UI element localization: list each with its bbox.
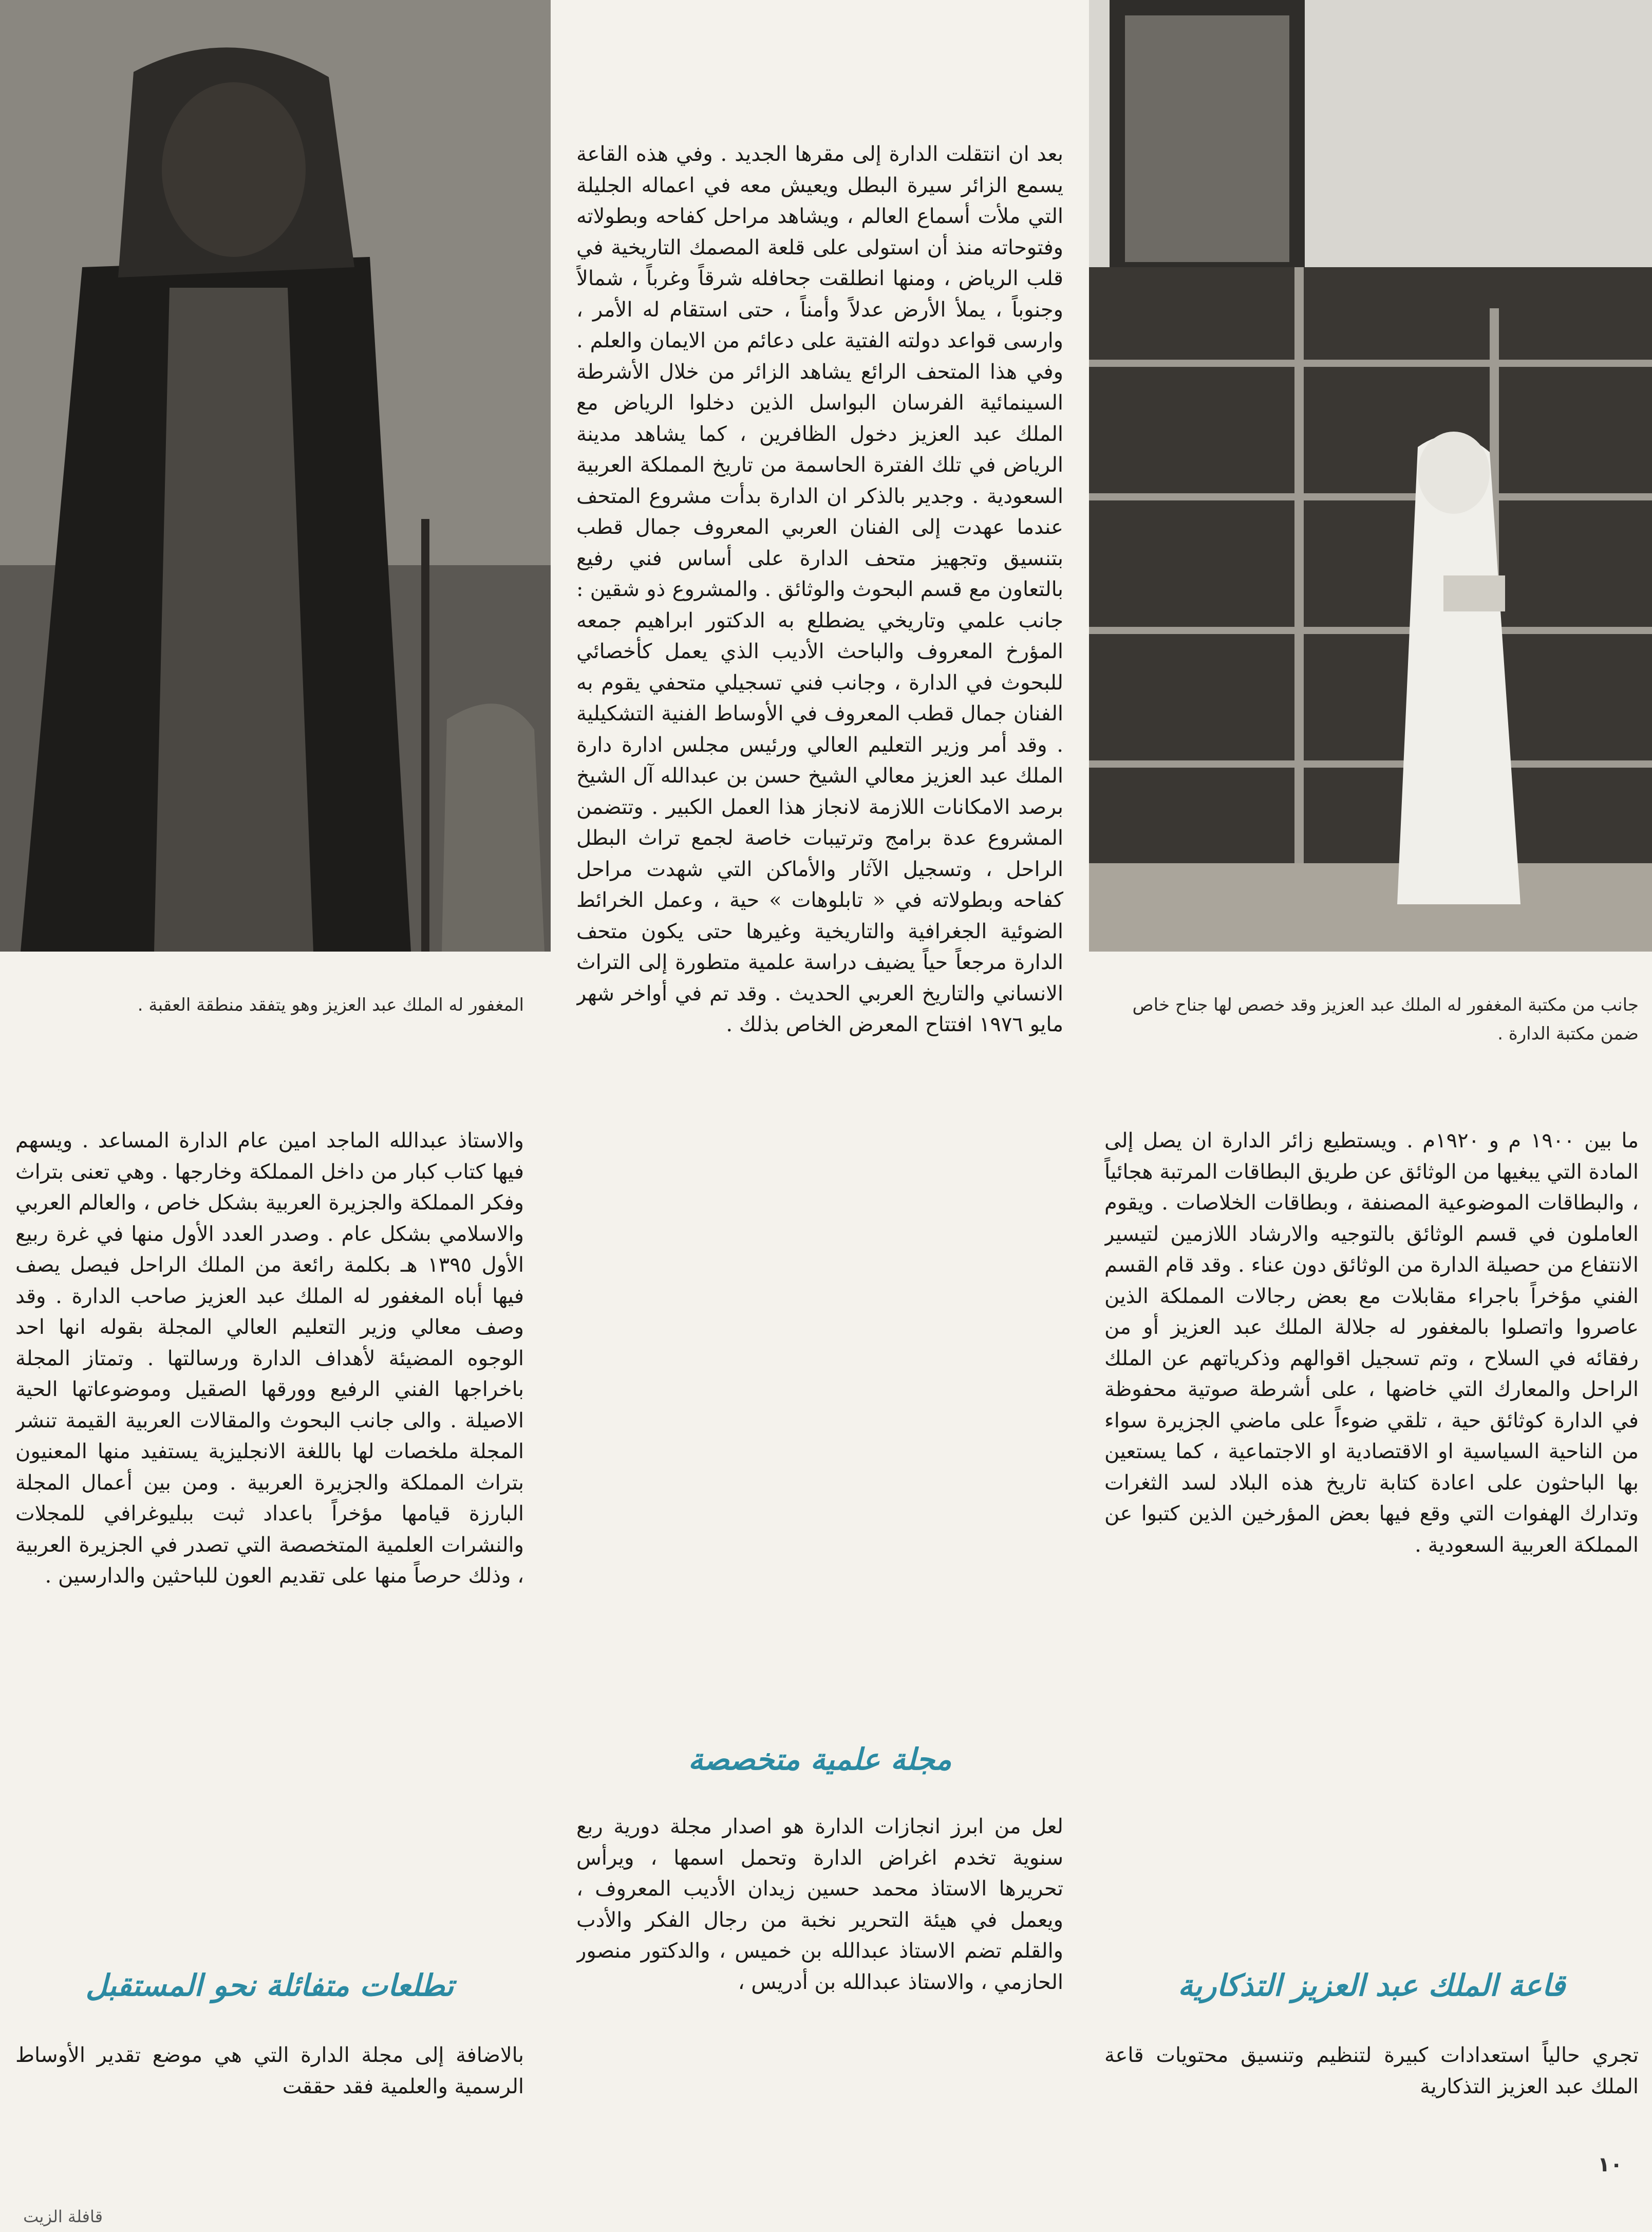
heading-future: تطلعات متفائلة نحو المستقبل: [85, 1968, 454, 2003]
photo-library: [1089, 0, 1652, 952]
caption-right-photo: جانب من مكتبة المغفور له الملك عبد العزيز وقد خصص لها جناح خاص ضمن مكتبة الدارة .: [1132, 995, 1639, 1044]
caption-left-photo: المغفور له الملك عبد العزيز وهو يتفقد منطقة العقبة .: [137, 995, 524, 1015]
article-column-right-lower: [1104, 1125, 1639, 1947]
paragraph-hall: تجري حالياً استعدادات كبيرة لتنظيم وتنسيق محتويات قاعة الملك عبد العزيز التذكارية: [1104, 2043, 1639, 2098]
article-column-left-bottom: [15, 2040, 524, 2107]
page-number: ١٠: [1598, 2153, 1623, 2177]
paragraph-future: بالاضافة إلى مجلة الدارة التي هي موضع تقدير الأوساط الرسمية والعلمية فقد حققت: [15, 2043, 524, 2098]
heading-memorial-hall: قاعة الملك عبد العزيز التذكارية: [1178, 1968, 1565, 2003]
portrait-illustration: [0, 0, 551, 952]
heading-magazine: مجلة علمية متخصصة: [688, 1742, 952, 1777]
article-column-middle-top: [576, 139, 1063, 1721]
paragraph-documents: ما بين ١٩٠٠ م و ١٩٢٠م . ويستطيع زائر الدارة ان يصل إلى المادة التي يبغيها من الوثائق عن طريق البطاقات المرتبة هجائياً ، والبطاقات الموضوعية المصنفة ، وبطاقات الخلاصات . ويقوم العاملون في قسم الوثائق بالتوجيه والارشاد اللازمين لتيسير الانتفاع من حصيلة الدارة من الوثائق دون عناء . وقد قام القسم الفني مؤخراً باجراء مقابلات مع بعض رجالات المملكة الذين عاصروا واتصلوا بالمغفور له جلالة الملك عبد العزيز أو من رفقائه في السلاح ، وتم تسجيل اقوالهم وذكرياتهم عن الملك الراحل والمعارك التي خاضها ، على أشرطة صوتية محفوظة في الدارة كوثائق حية ، تلقي ضوءاً على ماضي الجزيرة سواء من الناحية السياسية او الاقتصادية او الاجتماعية ، كما يستعين بها الباحثون على اعادة كتابة تاريخ هذه البلاد لسد الثغرات وتدارك الهفوات التي وقع فيها بعض المؤرخين الذين كتبوا عن المملكة العربية السعودية .: [1104, 1129, 1639, 1557]
paragraph-museum: بعد ان انتقلت الدارة إلى مقرها الجديد . وفي هذه القاعة يسمع الزائر سيرة البطل ويعيش معه في اعماله الجليلة التي ملأت أسماع العالم ، ويشاهد مراحل كفاحه وبطولاته وفتوحاته منذ أن استولى على قلعة المصمك التاريخية في قلب الرياض ، ومنها انطلقت جحافله شرقاً وغرباً ، شمالاً وجنوباً ، يملأ الأرض عدلاً وأمناً ، حتى استقام له الأمر ، وارسى قواعد دولته الفتية على دعائم من الايمان والعلم . وفي هذا المتحف الرائع يشاهد الزائر من خلال الأشرطة السينمائية الفرسان البواسل الذين دخلوا الرياض مع الملك عبد العزيز دخول الظافرين ، كما يشاهد مدينة الرياض في تلك الفترة الحاسمة من تاريخ المملكة العربية السعودية . وجدير بالذكر ان الدارة بدأت مشروع المتحف عندما عهدت إلى الفنان العربي المعروف جمال قطب بتنسيق وتجهيز متحف الدارة على أساس فني رفيع بالتعاون مع قسم البحوث والوثائق . والمشروع ذو شقين : جانب علمي وتاريخي يضطلع به الدكتور ابراهيم جمعه المؤرخ المعروف والباحث الأديب الذي يعمل كأخصائي للبحوث في الدارة ، وجانب فني تسجيلي متحفي يقوم به الفنان جمال قطب المعروف في الأوساط الفنية التشكيلية . وقد أمر وزير التعليم العالي ورئيس مجلس ادارة دارة الملك عبد العزيز معالي الشيخ حسن بن عبدالله آل الشيخ برصد الامكانات اللازمة لانجاز هذا العمل الكبير . وتتضمن المشروع عدة برامج وترتيبات خاصة لجمع تراث البطل الراحل ، وتسجيل الآثار والأماكن التي شهدت مراحل كفاحه وبطولاته في « تابلوهات » حية ، وعمل الخرائط الضوئية الجغرافية والتاريخية وغيرها حتى يكون متحف الدارة مرجعاً حياً يضيف دراسة علمية متطورة إلى التراث الانساني والتاريخ العربي الحديث . وقد تم في أواخر شهر مايو ١٩٧٦ افتتاح المعرض الخاص بذلك .: [576, 142, 1063, 1036]
magazine-name: قافلة الزيت: [23, 2207, 103, 2226]
library-illustration: [1089, 0, 1652, 952]
article-column-right-bottom: [1104, 2040, 1639, 2107]
paragraph-magazine-continued: والاستاذ عبدالله الماجد امين عام الدارة المساعد . ويسهم فيها كتاب كبار من داخل المملكة وخارجها . وهي تعنى بتراث وفكر المملكة والجزيرة العربية بشكل خاص ، والعالم العربي والاسلامي بشكل عام . وصدر العدد الأول منها في غرة ربيع الأول ١٣٩٥ هـ بكلمة رائعة من الملك الراحل فيصل يصف فيها أباه المغفور له الملك عبد العزيز صاحب الدارة . وقد وصف معالي وزير التعليم العالي المجلة بقوله انها احد الوجوه المضيئة لأهداف الدارة ورسالتها . وتمتاز المجلة باخراجها الفني الرفيع وورقها الصقيل وموضوعاتها الحية الاصيلة . والى جانب البحوث والمقالات العربية القيمة تنشر المجلة ملخصات لها باللغة الانجليزية يستفيد منها المعنيون بتراث المملكة والجزيرة العربية . ومن بين أعمال المجلة البارزة قيامها مؤخراً باعداد ثبت ببليوغرافي للمجلات والنشرات العلمية المتخصصة التي تصدر في الجزيرة العربية ، وذلك حرصاً منها على تقديم العون للباحثين والدارسين .: [15, 1129, 524, 1588]
article-column-middle-bottom: [576, 1811, 1063, 2063]
paragraph-magazine: لعل من ابرز انجازات الدارة هو اصدار مجلة دورية ربع سنوية تخدم اغراض الدارة وتحمل اسمها ، ويرأس تحريرها الاستاذ محمد حسين زيدان الأديب المعروف ، ويعمل في هيئة التحرير نخبة من رجال الفكر والأدب والقلم تضم الاستاذ عبدالله بن خميس ، والدكتور منصور الحازمي ، والاستاذ عبدالله بن أدريس ،: [576, 1815, 1063, 1994]
article-column-left-lower: [15, 1125, 524, 1958]
photo-king-abdulaziz: [0, 0, 551, 952]
